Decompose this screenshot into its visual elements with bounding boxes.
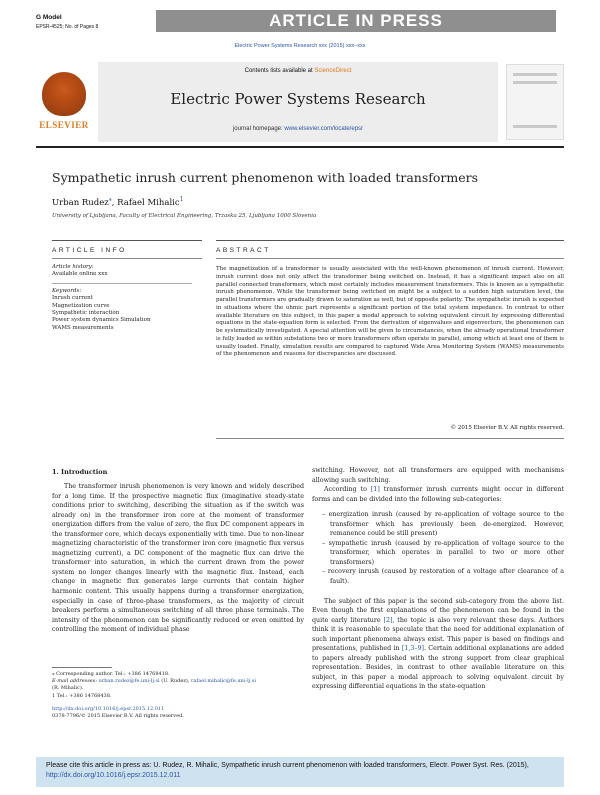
journal-cover-thumbnail bbox=[506, 64, 564, 140]
elsevier-tree-icon bbox=[42, 72, 86, 116]
email-link-2[interactable]: rafael.mihalic@fe.uni-lj.si bbox=[191, 678, 256, 685]
list-item: – sympathetic inrush (caused by re-application of voltage source to the transformer, which operates in parallel to two or more other transformers) bbox=[322, 539, 564, 566]
corresponding-author-mark[interactable]: ⁎ bbox=[108, 196, 112, 203]
keywords-label: Keywords: bbox=[52, 287, 82, 294]
intro-paragraph-3 bbox=[312, 597, 564, 692]
info-divider bbox=[52, 283, 192, 284]
doi-link[interactable]: http://dx.doi.org/10.1016/j.epsr.2015.12.011 bbox=[52, 705, 165, 712]
abstract-bottom-rule bbox=[216, 438, 564, 439]
article-id-line: EPSR-4525; No. of Pages 8 bbox=[36, 24, 99, 30]
author-tel-note: 1 Tel.: +386 14768438. bbox=[52, 692, 112, 699]
elsevier-logo bbox=[36, 70, 92, 132]
cite-text: Please cite this article in press as: U. Rudez, R. Mihalic, Sympathetic inrush current phenomenon with loaded transformers, Electr. Power Syst. Res. (2015), bbox=[46, 762, 529, 769]
gmodel-label: G Model bbox=[36, 14, 62, 21]
abstract-copyright: © 2015 Elsevier B.V. All rights reserved. bbox=[450, 425, 564, 431]
info-heading-rule bbox=[52, 258, 202, 259]
abstract-top-rule bbox=[216, 240, 564, 241]
contents-prefix: Contents lists available at bbox=[244, 68, 315, 74]
citation-link[interactable]: [1] bbox=[370, 486, 380, 494]
homepage-prefix: journal homepage: bbox=[232, 126, 285, 132]
abstract-heading: ABSTRACT bbox=[216, 247, 271, 254]
citation-link[interactable]: [1,3–9] bbox=[401, 645, 424, 653]
article-in-press-banner: ARTICLE IN PRESS bbox=[156, 10, 556, 32]
intro-text: According to bbox=[324, 486, 371, 494]
body-column-right bbox=[312, 466, 564, 692]
keyword-item: Magnetization curve bbox=[52, 302, 110, 309]
journal-header bbox=[36, 62, 564, 142]
section-heading-introduction: 1. Introduction bbox=[52, 468, 108, 476]
info-top-rule bbox=[52, 240, 202, 241]
intro-text: . Certain additional explanations are added to papers already published with the strong support from clear graphical representation. Besides, in contrast to other available literature on this subject, in this paper a modal approach to solving equivalent circuit by expressing differential equations in the state-equation bbox=[312, 645, 565, 691]
inrush-category-list bbox=[312, 510, 564, 586]
body-column-left bbox=[52, 468, 304, 635]
email-owner-2: (R. Mihalic). bbox=[52, 685, 84, 692]
cite-this-article-box bbox=[36, 757, 564, 787]
author-2: , Rafael Mihalic bbox=[111, 197, 180, 208]
intro-paragraph-2 bbox=[312, 485, 564, 504]
abstract-heading-rule bbox=[216, 258, 564, 259]
journal-homepage bbox=[98, 126, 498, 132]
publisher-name: ELSEVIER bbox=[39, 120, 89, 130]
email-note bbox=[52, 678, 304, 692]
author-list bbox=[52, 196, 183, 208]
footnotes bbox=[52, 671, 304, 720]
issn-line: 0378-7796/© 2015 Elsevier B.V. All rights reserved. bbox=[52, 713, 184, 720]
journal-volume-line[interactable]: Electric Power Systems Research xxx (2015) xxx–xxx bbox=[234, 43, 366, 49]
history-label: Article history: bbox=[52, 264, 94, 270]
keyword-item: Power system dynamics Simulation bbox=[52, 317, 151, 324]
corresponding-author-note: ⁎ Corresponding author. Tel.: +386 14768418. bbox=[52, 671, 170, 677]
article-title: Sympathetic inrush current phenomenon with loaded transformers bbox=[52, 170, 479, 185]
contents-line bbox=[98, 68, 498, 74]
journal-title: Electric Power Systems Research bbox=[170, 90, 426, 108]
intro-paragraph-1-continued: switching. However, not all transformers are equipped with mechanisms allowing such switching. bbox=[312, 467, 564, 484]
header-divider bbox=[36, 146, 564, 148]
homepage-link[interactable]: www.elsevier.com/locate/epsr bbox=[284, 126, 364, 132]
intro-paragraph-1: The transformer inrush phenomenon is very known and widely described for a long time. If the prospective magnetic flux (imaginative steady-state conditions prior to switching, describing the situation as if the switch was already on) in the transformer iron core at the moment of transformer energization differs from the value of zero, the flux DC component appears in the transformer core, which decays exponentially with time. Due to non-linear magnetizing characteristic of the transformer iron core (magnetic flux versus magnetizing current), a DC component of the magnetic flux can drive the transformer into saturation, in which the current drawn from the power system no longer changes linearly with the magnetic flux. Instead, each change in magnetic flux generates large currents that contain higher harmonic content. This usually happens during a transformer energization, especially in case of three-phase transformers, as the majority of circuit breakers perform a simultaneous switching of all three phase terminals. The intensity of the phenomenon can be significantly reduced or even omitted by controlling the moment of individual phase bbox=[52, 483, 304, 634]
keyword-item: WAMS measurements bbox=[52, 324, 114, 331]
journal-banner-box bbox=[98, 62, 498, 142]
keyword-item: Sympathetic interaction bbox=[52, 310, 120, 317]
affiliation: University of Ljubljana, Faculty of Electrical Engineering, Trzaska 25, Ljubljana 1000 Slovenia bbox=[52, 213, 317, 219]
citation-link[interactable]: [2] bbox=[383, 616, 393, 624]
intro-text: transformer inrush currents might occur in different forms and can be divided into the following sub-categories: bbox=[312, 486, 564, 503]
email-owner-1: (U. Rudez), bbox=[159, 678, 192, 685]
list-item: – recovery inrush (caused by restoration of a voltage after clearance of a fault). bbox=[322, 568, 564, 586]
history-value: Available online xxx bbox=[52, 271, 108, 278]
email-link-1[interactable]: urban.rudez@fe.uni-lj.si bbox=[98, 678, 160, 685]
author-1: Urban Rudez bbox=[52, 197, 109, 208]
cite-doi-link[interactable]: http://dx.doi.org/10.1016/j.epsr.2015.12.011 bbox=[46, 772, 181, 779]
intro-text: , the topic is also very relevant these days. Authors think it is reasonable to speculate that the need for additional explanation of such important phenomena always exist. This paper is based on findings and presentations, published in bbox=[312, 616, 564, 653]
abstract-text: The magnetization of a transformer is usually associated with the well-known phenomenon of inrush current. However, inrush current does not only affect the transformer being switched on. Instead, it has a significant impact also on all parallel connected transformers, which most certainly includes measurement transformers. This is known as a sympathetic inrush phenomenon. While the transformer being switched on might be a subject to a sudden high saturation level, the parallel transformers are gradually drawn to saturation as well, but of opposite polarity. The sympathetic inrush is expected in situations where the ohmic part represents a significant portion of the total system impedance. In contrast to other available literature on this subject, in this paper a modal approach to solving equivalent circuit by expressing differential equations in the state-equation form is selected. From the derivation of eigenvalues and eigenvectors, the phenomenon can be systematically investigated. A special attention will be given to circumstances, when the already operational transformer is fully loaded as within substations two or more transformers often operate in parallel, among which at least one of them is usually loaded. Finally, simulation results are compared to captured Wide Area Monitoring System (WAMS) measurements of the phenomenon and reasons for discrepancies are discussed. bbox=[216, 266, 564, 358]
author-footnote-mark[interactable]: 1 bbox=[179, 196, 184, 203]
article-info bbox=[52, 264, 202, 332]
footnote-rule bbox=[52, 667, 112, 668]
keyword-item: Inrush current bbox=[52, 295, 93, 302]
email-label: E-mail addresses: bbox=[52, 678, 99, 685]
sciencedirect-link[interactable]: ScienceDirect bbox=[314, 68, 352, 74]
list-item: – energization inrush (caused by re-application of voltage source to the transformer which has previously been de-energized. However, remanence could be still present) bbox=[322, 511, 564, 538]
intro-text: The subject of this paper is the second sub-category from the above list. Even though the first explanations of the phenomenon can be found in the quite early literature bbox=[312, 597, 564, 624]
article-info-heading: ARTICLE INFO bbox=[52, 247, 127, 254]
